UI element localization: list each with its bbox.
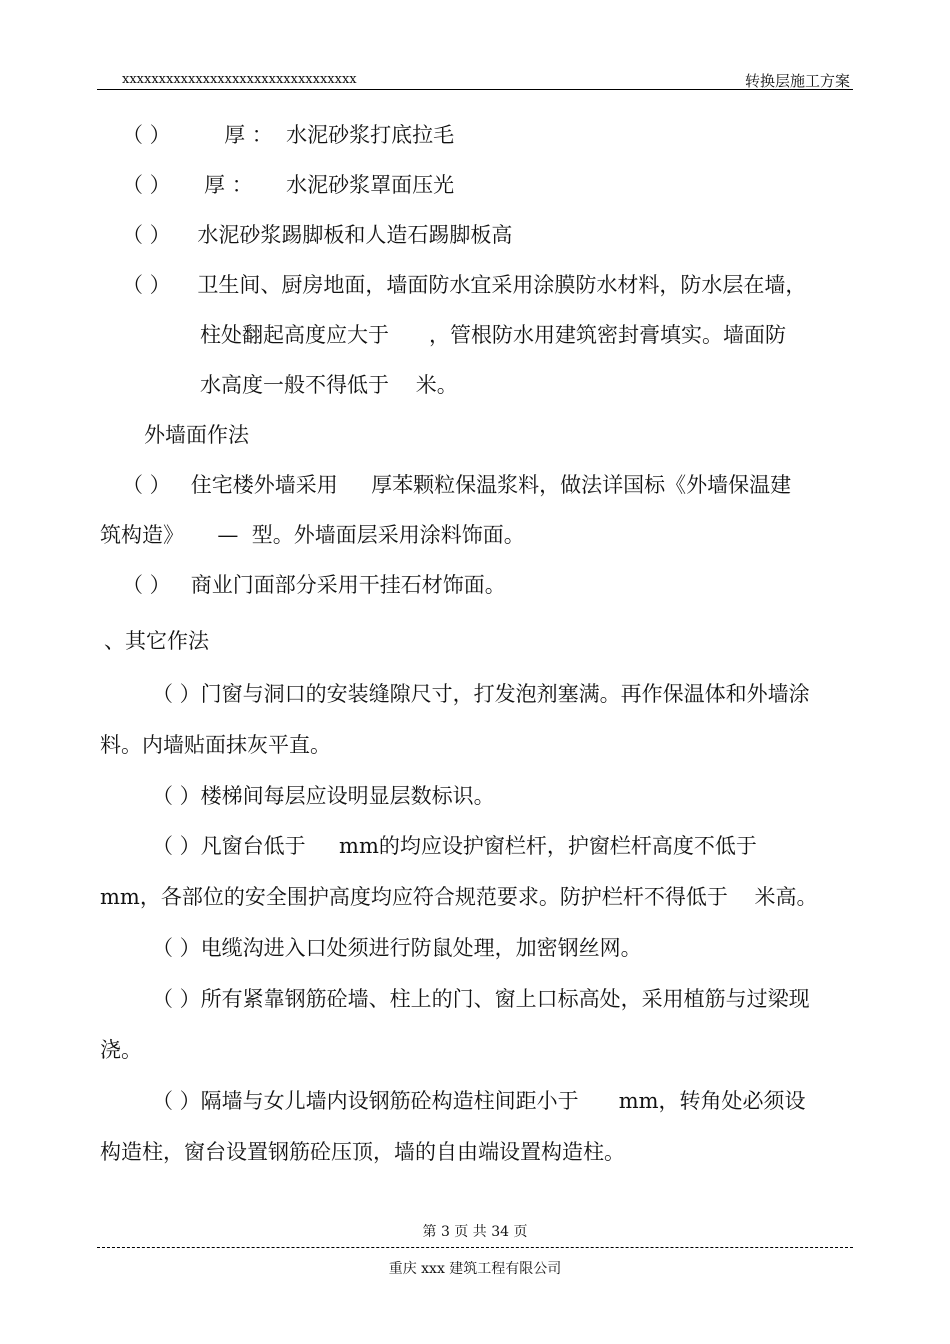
header-left-text: xxxxxxxxxxxxxxxxxxxxxxxxxxxxxxxx <box>122 72 357 87</box>
body-line-13: 料。内墙贴面抹灰平直。 <box>100 733 331 757</box>
body-line-1: （ ） 厚 ： 水泥砂浆打底拉毛 <box>122 123 455 147</box>
body-line-3: （ ） 水泥砂浆踢脚板和人造石踢脚板高 <box>122 223 513 247</box>
footer-company: 重庆 xxx 建筑工程有限公司 <box>388 1261 562 1277</box>
body-line-21: 构造柱，窗台设置钢筋砼压顶，墙的自由端设置构造柱。 <box>100 1140 625 1164</box>
body-line-20: （ ）隔墙与女儿墙内设钢筋砼构造柱间距小于 mm，转角处必须设 <box>152 1089 806 1113</box>
body-line-12: （ ）门窗与洞口的安装缝隙尺寸，打发泡剂塞满。再作保温体和外墙涂 <box>152 682 810 706</box>
header-title: 转换层施工方案 <box>744 72 850 90</box>
body-line-9: 筑构造》 — 型。外墙面层采用涂料饰面。 <box>100 523 525 547</box>
body-line-17: （ ）电缆沟进入口处须进行防鼠处理，加密钢丝网。 <box>152 936 642 960</box>
body-line-4: （ ） 卫生间、厨房地面，墙面防水宜采用涂膜防水材料，防水层在墙， <box>122 273 807 297</box>
section-heading-other: 、其它作法 <box>104 629 209 653</box>
body-line-19: 浇。 <box>100 1038 142 1062</box>
page-number: 第 3 页 共 34 页 <box>422 1224 528 1240</box>
body-line-10: （ ） 商业门面部分采用干挂石材饰面。 <box>122 573 506 597</box>
body-line-16: mm，各部位的安全围护高度均应符合规范要求。防护栏杆不得低于 米高。 <box>100 885 818 909</box>
footer-rule <box>97 1247 853 1248</box>
body-line-8: （ ） 住宅楼外墙采用 厚苯颗粒保温浆料，做法详国标《外墙保温建 <box>122 473 792 497</box>
body-line-18: （ ）所有紧靠钢筋砼墙、柱上的门、窗上口标高处，采用植筋与过梁现 <box>152 987 810 1011</box>
body-line-6: 水高度一般不得低于 米。 <box>200 373 458 397</box>
body-line-5: 柱处翻起高度应大于 ，管根防水用建筑密封膏填实。墙面防 <box>200 323 787 347</box>
body-line-15: （ ）凡窗台低于 mm的均应设护窗栏杆，护窗栏杆高度不低于 <box>152 834 757 858</box>
body-line-2: （ ） 厚 ： 水泥砂浆罩面压光 <box>122 173 455 197</box>
section-heading-exterior-wall: 外墙面作法 <box>144 423 249 447</box>
header-rule <box>97 89 853 90</box>
body-line-14: （ ）楼梯间每层应设明显层数标识。 <box>152 784 495 808</box>
